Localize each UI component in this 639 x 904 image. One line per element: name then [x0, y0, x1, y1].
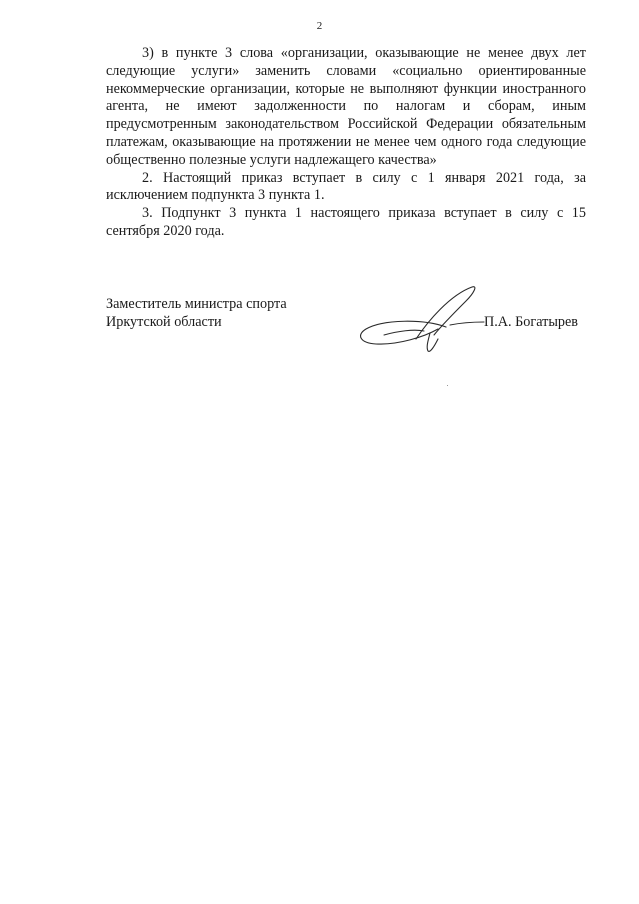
handwritten-signature-icon	[354, 281, 494, 361]
signature-block	[106, 295, 606, 385]
page-number: 2	[316, 20, 323, 32]
paragraph-effective-date: 2. Настоящий приказ вступает в силу с 1 января 2021 года, за исключением подпункта 3 пункта 1.	[106, 169, 586, 204]
document-body	[106, 45, 586, 241]
paragraph-subpoint-effective-date: 3. Подпункт 3 пункта 1 настоящего приказа вступает в силу с 15 сентября 2020 года.	[106, 205, 586, 239]
signer-title: Заместитель министра спорта	[106, 296, 287, 312]
paragraph-amendment-3: 3) в пункте 3 слова «организации, оказывающие не менее двух лет следующие услуги» заменить словами «социально ориентированные некоммерческие организации, которые не выполняют функции иностранного агента, не имеют задолженности по налогам и сборам, иным предусмотренным законодательством Российской Федерации обязательным платежам, оказывающие на протяжении не менее чем одного года следующие общественно полезные услуги надлежащего качества»	[106, 45, 586, 168]
signer-organization: Иркутской области	[106, 314, 222, 330]
scan-speck	[447, 385, 448, 386]
signer-name: П.А. Богатырев	[484, 314, 578, 330]
